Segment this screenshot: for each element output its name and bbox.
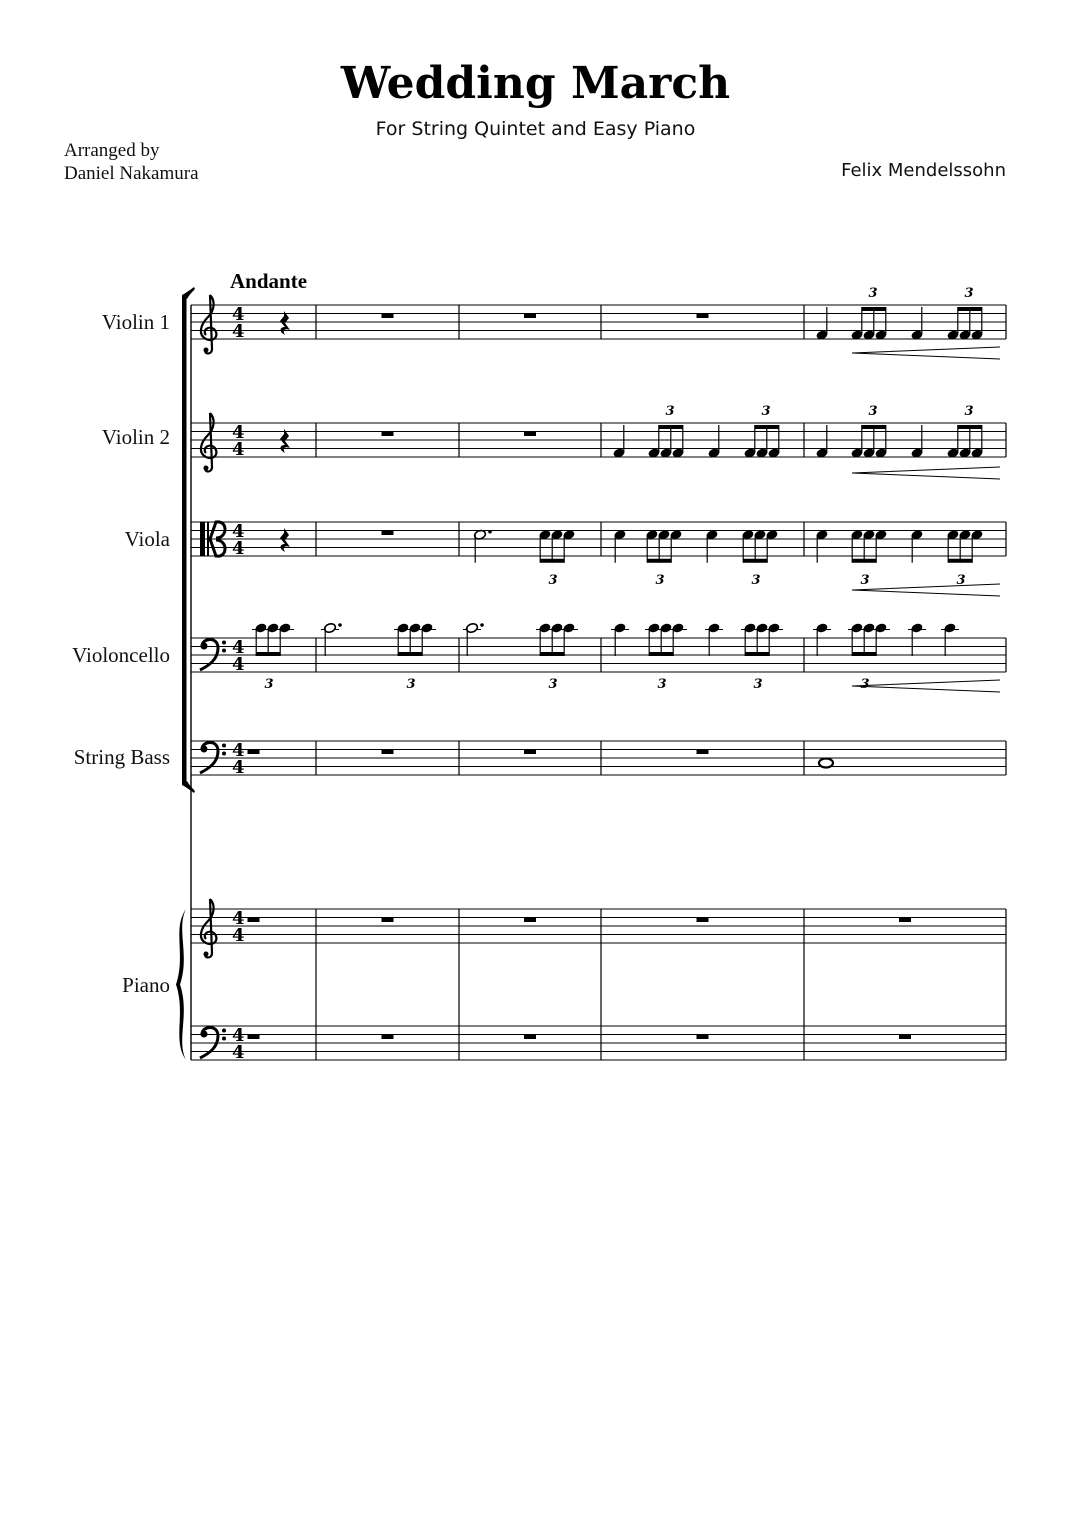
- score-title: Wedding March: [340, 58, 731, 109]
- beam: [852, 652, 876, 656]
- tuplet-number: 3: [548, 573, 558, 588]
- treble-clef-path: [201, 413, 217, 472]
- whole-rest: [382, 432, 394, 437]
- tuplet-number: 3: [956, 573, 966, 588]
- whole-rest: [899, 1035, 911, 1040]
- tuplet-number: 3: [655, 573, 665, 588]
- quarter-rest: [280, 528, 290, 552]
- tuplet-number: 3: [548, 677, 558, 692]
- treble-clef: [201, 413, 217, 472]
- beam: [398, 652, 422, 656]
- augmentation-dot: [488, 530, 492, 534]
- score-subtitle: For String Quintet and Easy Piano: [375, 118, 696, 140]
- tuplet-number: 3: [964, 286, 974, 301]
- time-signature-digit: 4: [232, 422, 245, 443]
- tuplet-number: 3: [761, 404, 771, 419]
- system-brackets: [176, 287, 195, 1060]
- whole-rest: [524, 432, 536, 437]
- time-signature-digit: 4: [232, 654, 245, 675]
- instrument-label-cello: Violoncello: [72, 643, 170, 667]
- whole-rest: [524, 918, 536, 923]
- alto-clef-bar: [207, 522, 209, 556]
- tempo-marking: Andante: [230, 269, 308, 293]
- time-signature-digit: 4: [232, 637, 245, 658]
- tuplet-number: 3: [753, 677, 763, 692]
- ensemble-bracket: [182, 295, 187, 785]
- beam: [862, 307, 886, 311]
- beam: [743, 559, 767, 563]
- whole-rest: [524, 1035, 536, 1040]
- time-signature-digit: 4: [232, 538, 245, 559]
- whole-rest: [697, 1035, 709, 1040]
- clefs: [200, 295, 226, 1058]
- time-signature-digit: 4: [232, 1042, 245, 1063]
- staff-lines: [191, 305, 1006, 1060]
- treble-clef-dot: [204, 348, 209, 353]
- bass-clef-head: [201, 643, 208, 650]
- instrument-label-viola: Viola: [124, 527, 170, 551]
- bass-clef-head: [201, 746, 208, 753]
- augmentation-dot: [338, 623, 342, 627]
- time-signature-digit: 4: [232, 439, 245, 460]
- treble-clef-dot: [204, 952, 209, 957]
- whole-rest: [382, 1035, 394, 1040]
- treble-clef-path: [201, 295, 217, 354]
- tuplet-number: 3: [264, 677, 274, 692]
- time-signature-digit: 4: [232, 740, 245, 761]
- instrument-label-violin1: Violin 1: [101, 310, 170, 334]
- whole-rest: [248, 918, 260, 923]
- whole-rest: [382, 314, 394, 319]
- beam: [540, 652, 564, 656]
- tuplet-number: 3: [868, 286, 878, 301]
- tuplet-number: 3: [665, 404, 675, 419]
- quarter-rest: [280, 311, 290, 335]
- whole-rest: [697, 314, 709, 319]
- tuplet-number: 3: [406, 677, 416, 692]
- treble-clef-dot: [204, 466, 209, 471]
- tuplet-number: 3: [868, 404, 878, 419]
- composer-credit: Felix Mendelssohn: [841, 160, 1006, 181]
- beam: [540, 559, 564, 563]
- arranger-name: Daniel Nakamura: [64, 163, 199, 184]
- crescendo-hairpin: [852, 347, 1000, 359]
- whole-rest: [524, 314, 536, 319]
- time-signature-digit: 4: [232, 757, 245, 778]
- bass-clef-dot: [222, 1029, 226, 1033]
- beam: [755, 425, 779, 429]
- time-signature-digit: 4: [232, 521, 245, 542]
- beam: [958, 307, 982, 311]
- time-signature-digit: 4: [232, 1025, 245, 1046]
- beam: [745, 652, 769, 656]
- tuplet-number: 3: [860, 573, 870, 588]
- whole-note: [819, 759, 833, 768]
- instrument-label-bass: String Bass: [73, 745, 170, 769]
- beam: [948, 559, 972, 563]
- bass-clef-dot: [222, 1037, 226, 1041]
- whole-rest: [899, 918, 911, 923]
- whole-rest: [248, 1035, 260, 1040]
- crescendo-hairpin: [852, 584, 1000, 596]
- whole-rest: [382, 531, 394, 536]
- whole-rest: [697, 918, 709, 923]
- beam: [659, 425, 683, 429]
- whole-rest: [382, 918, 394, 923]
- quarter-rest: [280, 429, 290, 453]
- crescendo-hairpins: [852, 347, 1000, 692]
- crescendo-hairpin: [852, 680, 1000, 692]
- time-signature-digit: 4: [232, 321, 245, 342]
- piano-brace: [176, 909, 186, 1060]
- beam: [647, 559, 671, 563]
- time-signature-digit: 4: [232, 925, 245, 946]
- whole-rest: [382, 750, 394, 755]
- beam: [852, 559, 876, 563]
- treble-clef-path: [201, 899, 217, 958]
- tuplet-number: 3: [860, 677, 870, 692]
- time-signatures: [232, 304, 245, 1063]
- crescendo-hairpin: [852, 467, 1000, 479]
- beam: [958, 425, 982, 429]
- instrument-label-violin2: Violin 2: [101, 425, 170, 449]
- beam: [649, 652, 673, 656]
- tuplet-number: 3: [964, 404, 974, 419]
- beam: [256, 652, 280, 656]
- time-signature-digit: 4: [232, 908, 245, 929]
- whole-rest: [524, 750, 536, 755]
- tuplet-number: 3: [657, 677, 667, 692]
- whole-rest: [697, 750, 709, 755]
- beam: [862, 425, 886, 429]
- instrument-label-piano: Piano: [122, 973, 170, 997]
- time-signature-digit: 4: [232, 304, 245, 325]
- arranger-label: Arranged by: [64, 140, 160, 161]
- bass-clef-dot: [222, 649, 226, 653]
- bass-clef-dot: [222, 752, 226, 756]
- bass-clef-head: [201, 1031, 208, 1038]
- whole-rest: [248, 750, 260, 755]
- bass-clef-dot: [222, 744, 226, 748]
- treble-clef: [201, 899, 217, 958]
- bass-clef-dot: [222, 641, 226, 645]
- tuplet-number: 3: [751, 573, 761, 588]
- alto-clef-bar: [200, 522, 205, 556]
- treble-clef: [201, 295, 217, 354]
- augmentation-dot: [480, 623, 484, 627]
